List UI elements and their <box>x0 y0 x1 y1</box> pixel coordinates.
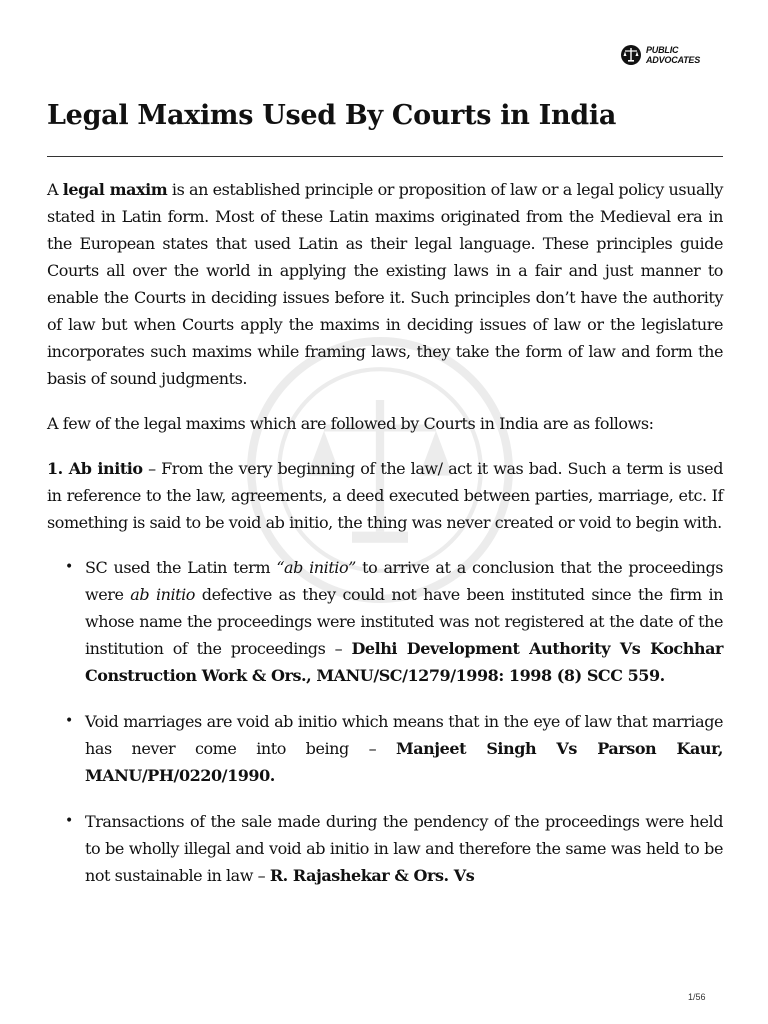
case-text: Transactions of the sale made during the pendency of the proceedings were held to be wholly illegal and void ab initio in law and therefore the same was held to be not sustainable in law – <box>85 812 723 885</box>
document-body <box>47 176 723 908</box>
list-item <box>47 808 723 889</box>
bullet-icon: • <box>65 559 73 575</box>
document-title: Legal Maxims Used By Courts in India <box>47 100 617 131</box>
case-citation: Delhi Development Authority Vs Kochhar Construction Work & Ors., MANU/SC/1279/1998: 1998 (8) SCC 559. <box>85 639 723 685</box>
intro-paragraph <box>47 176 723 392</box>
maxim-1-paragraph <box>47 455 723 536</box>
page-number: 1/56 <box>688 992 706 1002</box>
lead-paragraph: A few of the legal maxims which are followed by Courts in India are as follows: <box>47 414 654 433</box>
case-text: Void marriages are void ab initio which means that in the eye of law that marriage has never come into being – <box>85 712 723 758</box>
case-text: SC used the Latin term <box>85 558 277 577</box>
maxim-1-definition: – From the very beginning of the law/ act it was bad. Such a term is used in reference to the law, agreements, a deed executed between parties, marriage, etc. If something is said to be void ab initio, the thing was never created or void to begin with. <box>47 459 723 532</box>
intro-text-start: A <box>47 180 63 199</box>
list-item <box>47 554 723 689</box>
case-citation: Manjeet Singh Vs Parson Kaur, MANU/PH/0220/1990. <box>85 739 723 785</box>
case-text: to arrive at a conclusion that the proceedings were <box>85 558 724 604</box>
bullet-icon: • <box>65 713 73 729</box>
title-divider <box>47 156 723 157</box>
scales-of-justice-icon <box>620 44 642 66</box>
maxim-1-heading: 1. Ab initio <box>47 459 143 478</box>
case-citation: R. Rajashekar & Ors. Vs <box>269 866 475 885</box>
case-italic-term: ab initio <box>130 585 195 604</box>
logo-text-line1: PUBLIC <box>646 45 679 55</box>
case-text: defective as they could not have been instituted since the firm in whose name the proceedings were instituted was not registered at the date of the institution of the proceedings – <box>85 585 723 658</box>
case-list <box>47 554 723 889</box>
bullet-icon: • <box>65 813 73 829</box>
list-item <box>47 708 723 789</box>
intro-text-rest: is an established principle or proposition of law or a legal policy usually stated in Latin form. Most of these Latin maxims originated from the Medieval era in the European states that used Latin as their legal language. These principles guide Courts all over the world in applying the existing laws in a fair and just manner to enable the Courts in deciding issues before it. Such principles don’t have the authority of law but when Courts apply the maxims in deciding issues of law or the legislature incorporates such maxims while framing laws, they take the form of law and form the basis of sound judgments. <box>47 180 724 388</box>
legal-maxim-term: legal maxim <box>62 180 168 199</box>
publisher-logo <box>620 44 700 66</box>
case-italic-term: “ab initio” <box>276 558 356 577</box>
logo-text-line2: ADVOCATES <box>646 55 701 65</box>
